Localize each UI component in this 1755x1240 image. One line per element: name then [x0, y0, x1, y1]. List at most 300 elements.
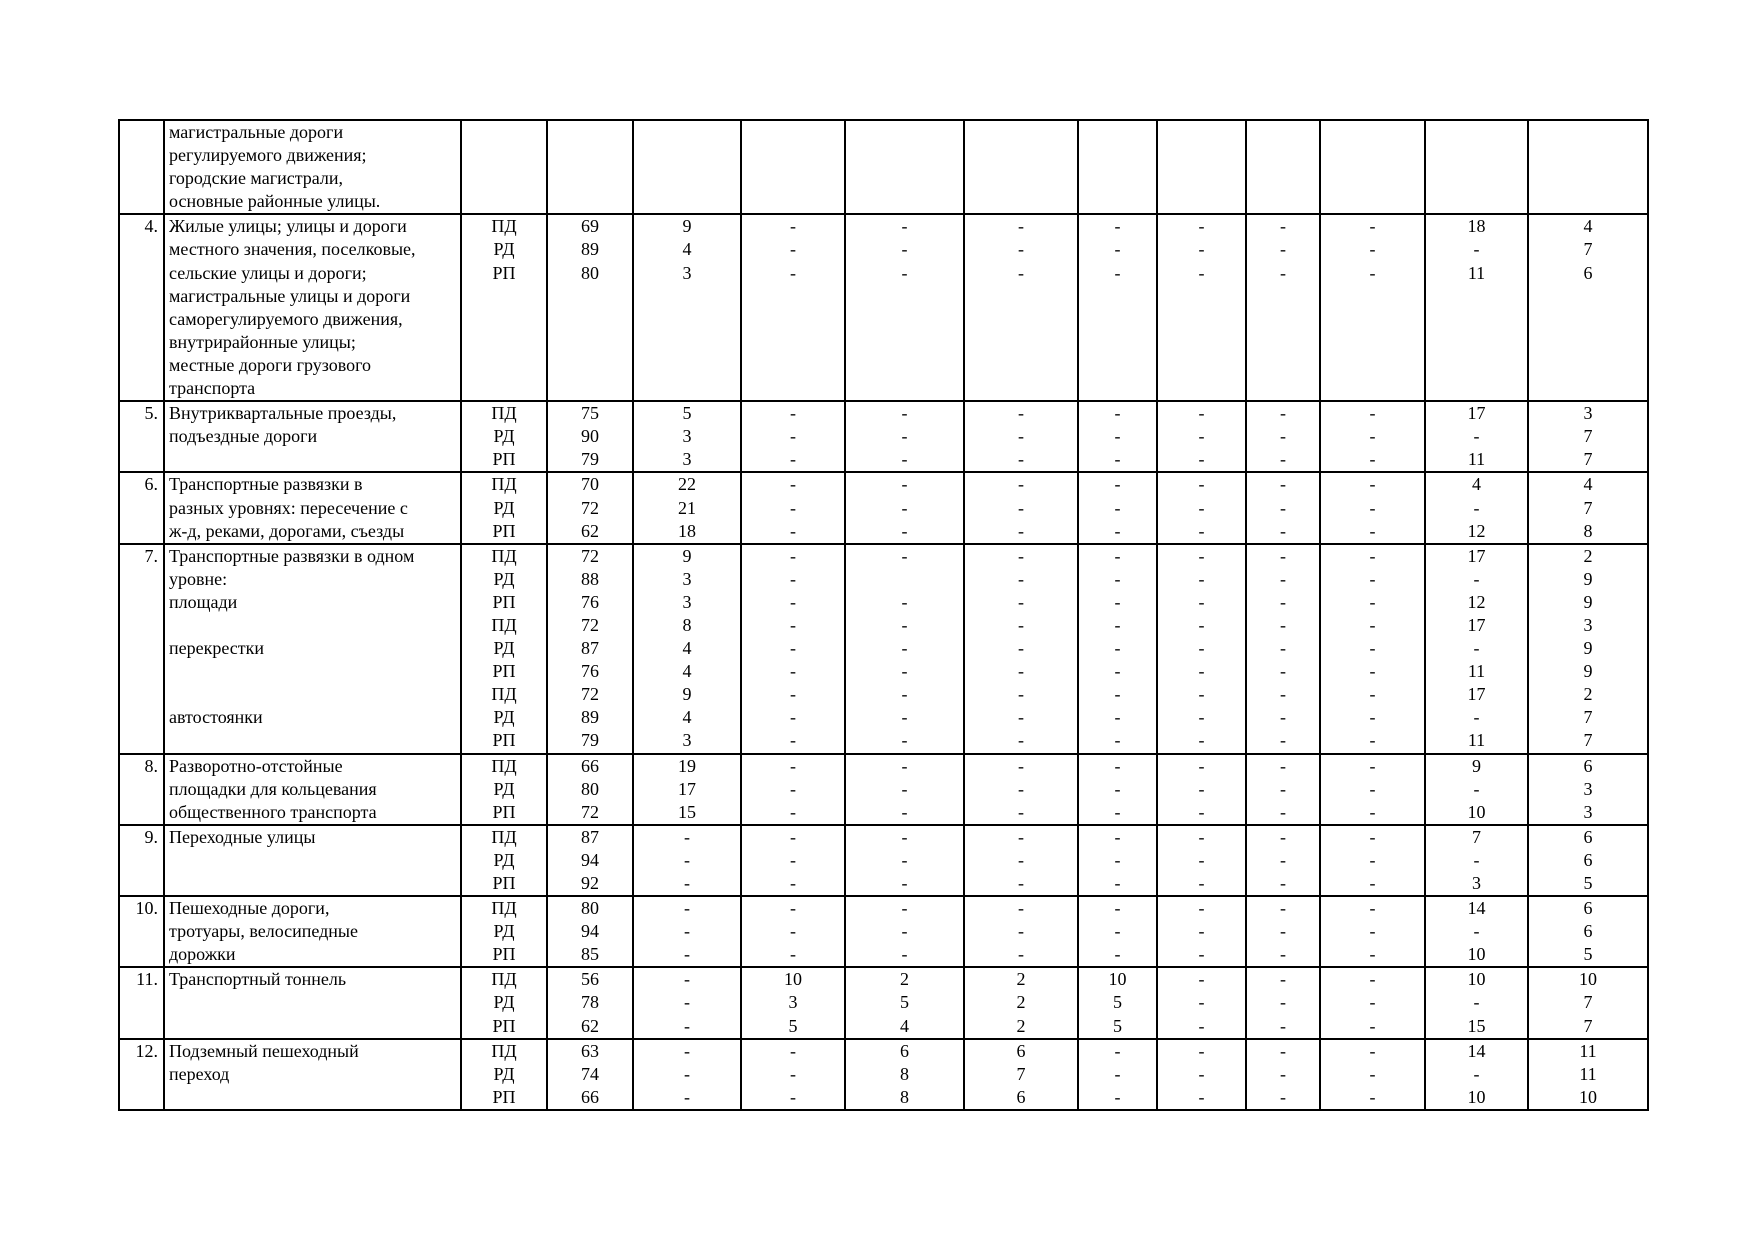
cell-value-5 [964, 967, 1078, 1038]
cell-value: - [901, 755, 908, 776]
cell-value: 15 [1467, 1015, 1486, 1036]
cell-value: - [790, 778, 796, 799]
cell-value: 11 [1467, 262, 1486, 283]
cell-value: - [1473, 239, 1480, 260]
cell-value-7 [1157, 896, 1246, 967]
cell-value: 17 [1467, 614, 1486, 635]
cell-value: РД [493, 638, 515, 659]
cell-value: - [1114, 944, 1121, 965]
name-line: Транспортный тоннель [169, 969, 347, 990]
cell-value: 5 [1583, 873, 1593, 893]
name-line: Пешеходные дороги, [169, 898, 330, 919]
cell-value: - [1114, 921, 1121, 942]
cell-value: 10 [1579, 969, 1597, 990]
cell-value: - [790, 755, 796, 776]
cell-value-10 [1425, 544, 1528, 754]
cell-value-5 [964, 825, 1078, 896]
row-number: 9. [119, 825, 164, 896]
cell-value: - [1018, 568, 1024, 589]
cell-value: - [790, 449, 796, 470]
cell-value: - [1018, 684, 1024, 705]
cell-value-8 [1246, 472, 1320, 543]
name-line: регулируемого движения; [169, 145, 367, 166]
cell-value: - [1280, 474, 1286, 495]
cell-value-1 [547, 754, 633, 825]
cell-value: РД [493, 497, 515, 518]
cell-value: - [790, 591, 796, 612]
cell-value: 90 [581, 426, 599, 447]
cell-value: - [901, 403, 908, 424]
cell-value: 6 [1583, 826, 1593, 847]
cell-value: - [1280, 730, 1286, 751]
cell-value: - [1198, 801, 1205, 822]
cell-value: - [1369, 755, 1376, 776]
cell-value: ПД [491, 403, 517, 424]
cell-value-1 [547, 1039, 633, 1110]
cell-value: - [1280, 969, 1286, 990]
name-line: переход [169, 1063, 230, 1084]
cell-value: 89 [581, 239, 599, 260]
cell-value: - [1280, 520, 1286, 541]
cell-value: 3 [1583, 403, 1593, 424]
cell-value-1 [547, 967, 633, 1038]
cell-value: 7 [1583, 426, 1593, 447]
row-name [164, 214, 461, 401]
name-line [169, 729, 460, 752]
cell-value: - [1369, 239, 1376, 260]
cell-value: 7 [1583, 992, 1593, 1013]
cell-value: 9 [1583, 568, 1593, 589]
cell-value-7 [1157, 401, 1246, 472]
cell-value: - [1198, 403, 1205, 424]
cell-value: 12 [1467, 520, 1486, 541]
cell-value: РП [492, 801, 516, 822]
cell-value: - [1018, 801, 1024, 822]
cell-value: 18 [678, 520, 696, 541]
cell-value: - [1473, 497, 1480, 518]
cell-value-10 [1425, 967, 1528, 1038]
cell-value: 66 [581, 755, 599, 776]
cell-value: - [684, 849, 690, 870]
name-line: Подземный пешеходный [169, 1040, 359, 1061]
cell-value: - [790, 801, 796, 822]
cell-value: 9 [1583, 661, 1593, 682]
row-number: 7. [119, 544, 164, 754]
cell-value-4 [845, 544, 964, 754]
cell-value: - [1369, 661, 1376, 682]
row-name [164, 1039, 461, 1110]
cell-value-4 [845, 472, 964, 543]
cell-value: - [1280, 449, 1286, 470]
data-table [118, 119, 1649, 1111]
cell-value: - [1198, 707, 1205, 728]
cell-value: 4 [682, 638, 692, 659]
cell-value: - [901, 449, 908, 470]
cell-value: РД [493, 426, 515, 447]
cell-value: - [790, 239, 796, 260]
cell-value: - [1280, 873, 1286, 893]
cell-value: ПД [491, 826, 517, 847]
cell-value: - [901, 684, 908, 705]
cell-value-10 [1425, 472, 1528, 543]
cell-value: 17 [1467, 684, 1486, 705]
cell-value: РД [493, 849, 515, 870]
cell-value: РД [493, 568, 515, 589]
cell-value: - [901, 661, 908, 682]
cell-value-11 [1528, 544, 1648, 754]
cell-value: - [1114, 638, 1121, 659]
cell-value: - [1114, 614, 1121, 635]
cell-value: - [1369, 898, 1376, 919]
cell-value: - [1198, 898, 1205, 919]
table-body [119, 120, 1648, 1110]
cell-value: - [790, 614, 796, 635]
cell-value-1 [547, 401, 633, 472]
cell-value: - [1018, 403, 1024, 424]
cell-value: - [1369, 778, 1376, 799]
cell-type [461, 967, 547, 1038]
cell-value: - [1369, 969, 1376, 990]
name-line [169, 614, 460, 637]
cell-value: - [1114, 1040, 1121, 1061]
cell-value: 9 [1472, 755, 1481, 776]
cell-value-11 [1528, 120, 1648, 214]
cell-type [461, 825, 547, 896]
cell-value: 7 [1583, 449, 1593, 470]
cell-value-1 [547, 544, 633, 754]
row-number [119, 120, 164, 214]
cell-value: 14 [1467, 1040, 1486, 1061]
cell-value: - [901, 591, 908, 612]
cell-value: - [790, 921, 796, 942]
cell-value: - [1018, 614, 1024, 635]
cell-value: - [1198, 730, 1205, 751]
cell-value: 3 [682, 449, 692, 470]
cell-value: 11 [1467, 730, 1486, 751]
cell-value: - [1280, 898, 1286, 919]
cell-value-5 [964, 754, 1078, 825]
cell-value: - [1018, 239, 1024, 260]
cell-value: 11 [1579, 1063, 1597, 1084]
cell-value: - [1114, 474, 1121, 495]
cell-type [461, 472, 547, 543]
cell-value: 18 [1467, 216, 1486, 237]
cell-value-11 [1528, 825, 1648, 896]
cell-value: 63 [581, 1040, 599, 1061]
cell-value-3 [741, 401, 845, 472]
cell-value: - [1280, 262, 1286, 283]
cell-value: - [1369, 921, 1376, 942]
cell-value: - [1280, 239, 1286, 260]
cell-value-11 [1528, 1039, 1648, 1110]
cell-value: 76 [581, 661, 599, 682]
cell-value: 2 [1583, 545, 1593, 566]
cell-value: 4 [1583, 216, 1593, 237]
cell-value: ПД [491, 684, 517, 705]
cell-value: - [790, 849, 796, 870]
cell-value: - [1018, 826, 1024, 847]
cell-value: - [1280, 778, 1286, 799]
cell-value: - [1198, 755, 1205, 776]
cell-value: 9 [1583, 591, 1593, 612]
cell-type [461, 544, 547, 754]
cell-value: - [1280, 921, 1286, 942]
cell-value-7 [1157, 754, 1246, 825]
table-row [119, 825, 1648, 896]
cell-value-6 [1078, 401, 1157, 472]
cell-value: РД [493, 1063, 515, 1084]
table-row [119, 1039, 1648, 1110]
cell-value: - [1369, 497, 1376, 518]
cell-value: - [1369, 449, 1376, 470]
cell-value: - [901, 944, 908, 965]
cell-value: - [1369, 992, 1376, 1013]
cell-value-11 [1528, 214, 1648, 401]
cell-type [461, 120, 547, 214]
cell-value: - [1473, 638, 1480, 659]
cell-value-6 [1078, 120, 1157, 214]
name-line: перекрестки [169, 638, 265, 659]
cell-value-10 [1425, 1039, 1528, 1110]
cell-value-5 [964, 472, 1078, 543]
cell-value: - [1280, 638, 1286, 659]
cell-value: 3 [1472, 873, 1481, 893]
cell-value-9 [1320, 214, 1425, 401]
cell-value: - [1280, 849, 1286, 870]
cell-value: 4 [1472, 474, 1481, 495]
cell-value: 5 [682, 403, 692, 424]
cell-value: - [1018, 944, 1024, 965]
cell-value: - [1369, 568, 1376, 589]
cell-value-3 [741, 754, 845, 825]
cell-value: 72 [581, 801, 599, 822]
cell-value: - [1198, 684, 1205, 705]
cell-value: 75 [581, 403, 599, 424]
name-line: городские магистрали, [169, 168, 344, 189]
cell-value: 3 [1583, 778, 1593, 799]
cell-value: - [1198, 262, 1205, 283]
cell-value-6 [1078, 967, 1157, 1038]
cell-value: 8 [682, 614, 692, 635]
cell-value: - [1114, 403, 1121, 424]
cell-value-11 [1528, 896, 1648, 967]
cell-value: - [1369, 826, 1376, 847]
name-line: площадки для кольцевания [169, 778, 377, 799]
name-line: саморегулируемого движения, [169, 308, 403, 329]
cell-value: - [901, 873, 908, 893]
cell-value: - [1114, 216, 1121, 237]
cell-value-2 [633, 472, 741, 543]
cell-value-2 [633, 214, 741, 401]
cell-value: - [1369, 1040, 1376, 1061]
name-line: магистральные дороги [169, 122, 344, 142]
cell-value: - [1114, 497, 1121, 518]
cell-value: 3 [682, 262, 692, 283]
table-row [119, 967, 1648, 1038]
cell-value-10 [1425, 214, 1528, 401]
cell-value: - [1018, 921, 1024, 942]
cell-value-9 [1320, 896, 1425, 967]
cell-value: - [684, 969, 690, 990]
cell-value: 9 [1583, 638, 1593, 659]
cell-value-4 [845, 896, 964, 967]
cell-value-11 [1528, 401, 1648, 472]
cell-value: - [1198, 520, 1205, 541]
cell-value: - [1114, 520, 1121, 541]
cell-value: - [1198, 873, 1205, 893]
cell-value-1 [547, 120, 633, 214]
cell-value: 7 [1583, 707, 1593, 728]
cell-value-7 [1157, 1039, 1246, 1110]
cell-value: РП [492, 262, 516, 283]
cell-value-8 [1246, 544, 1320, 754]
cell-value: - [1198, 1086, 1205, 1107]
cell-value-4 [845, 754, 964, 825]
cell-value: - [1198, 826, 1205, 847]
cell-value: 17 [1467, 403, 1486, 424]
cell-type [461, 214, 547, 401]
cell-value: - [1280, 545, 1286, 566]
cell-value-10 [1425, 896, 1528, 967]
cell-value: - [1473, 992, 1480, 1013]
cell-value: - [684, 1015, 690, 1036]
cell-value: - [1018, 262, 1024, 283]
cell-value: РП [492, 944, 516, 965]
cell-value: 62 [581, 520, 599, 541]
cell-type [461, 1039, 547, 1110]
cell-value: - [1198, 614, 1205, 635]
cell-value: 10 [1467, 944, 1486, 965]
cell-value: 74 [581, 1063, 599, 1084]
cell-value: - [684, 944, 690, 965]
cell-value-2 [633, 825, 741, 896]
cell-value: - [1198, 944, 1205, 965]
cell-type [461, 401, 547, 472]
cell-value-3 [741, 120, 845, 214]
name-line [169, 683, 460, 706]
cell-value: 87 [581, 638, 599, 659]
cell-value: 5 [1583, 944, 1593, 965]
cell-value: - [684, 826, 690, 847]
cell-value: - [1018, 497, 1024, 518]
cell-value: - [1114, 898, 1121, 919]
cell-value: 6 [1583, 921, 1593, 942]
cell-value: - [1280, 1063, 1286, 1084]
cell-value: - [790, 898, 796, 919]
cell-value-8 [1246, 214, 1320, 401]
cell-value: - [1280, 614, 1286, 635]
cell-value-2 [633, 967, 741, 1038]
cell-value: - [901, 801, 908, 822]
cell-value: 9 [682, 216, 692, 237]
name-line: местного значения, поселковые, [169, 239, 416, 260]
cell-value: 56 [581, 969, 599, 990]
cell-value-8 [1246, 1039, 1320, 1110]
cell-value: 2 [1016, 1015, 1026, 1036]
cell-value: - [1114, 262, 1121, 283]
cell-value: 78 [581, 992, 599, 1013]
cell-value: 14 [1467, 898, 1486, 919]
cell-value-4 [845, 120, 964, 214]
name-line: Транспортные развязки в одном [169, 545, 415, 566]
cell-value: - [1114, 778, 1121, 799]
cell-value: - [901, 239, 908, 260]
cell-value: - [1198, 449, 1205, 470]
cell-value: 69 [581, 216, 599, 237]
cell-value: 10 [1579, 1086, 1597, 1107]
cell-value-3 [741, 214, 845, 401]
cell-value: - [1018, 426, 1024, 447]
cell-value: 19 [678, 755, 696, 776]
cell-value: - [1018, 849, 1024, 870]
cell-value-8 [1246, 825, 1320, 896]
cell-value: - [1473, 778, 1480, 799]
cell-value: 80 [581, 898, 599, 919]
table-row [119, 120, 1648, 214]
cell-value: - [901, 730, 908, 751]
cell-value: 3 [682, 426, 692, 447]
cell-value: 17 [1467, 545, 1486, 566]
cell-value: - [1198, 778, 1205, 799]
cell-value: 72 [581, 684, 599, 705]
cell-value-6 [1078, 214, 1157, 401]
cell-value: 6 [1016, 1086, 1026, 1107]
cell-value: - [684, 992, 690, 1013]
cell-value: - [1369, 944, 1376, 965]
cell-value: - [790, 730, 796, 751]
cell-type [461, 754, 547, 825]
name-line: подъездные дороги [169, 426, 318, 447]
table-row [119, 896, 1648, 967]
cell-value: РП [492, 661, 516, 682]
cell-value: 2 [1583, 684, 1593, 705]
cell-value: 70 [581, 474, 599, 495]
cell-value-2 [633, 401, 741, 472]
cell-value: - [1018, 730, 1024, 751]
cell-value: 3 [788, 992, 798, 1013]
cell-value: 7 [1472, 826, 1481, 847]
cell-value: - [790, 474, 796, 495]
cell-value: РП [492, 591, 516, 612]
cell-value: - [790, 262, 796, 283]
name-line: основные районные улицы. [169, 191, 381, 212]
cell-value: 8 [900, 1063, 909, 1084]
cell-value: ПД [491, 614, 517, 635]
cell-value: - [1114, 849, 1121, 870]
cell-value: 79 [581, 730, 599, 751]
cell-value: 3 [682, 730, 692, 751]
cell-value: - [790, 826, 796, 847]
cell-value: - [1018, 520, 1024, 541]
cell-value: 7 [1583, 730, 1593, 751]
cell-value: - [901, 707, 908, 728]
cell-value: 88 [581, 568, 599, 589]
name-line: магистральные улицы и дороги [169, 285, 411, 306]
name-line: Переходные улицы [169, 826, 316, 847]
cell-value: - [1198, 1063, 1205, 1084]
cell-value-6 [1078, 1039, 1157, 1110]
cell-value-5 [964, 214, 1078, 401]
cell-value: - [790, 216, 796, 237]
cell-value: - [1114, 755, 1121, 776]
cell-value: ПД [491, 1040, 517, 1061]
cell-value: - [1198, 661, 1205, 682]
cell-value: - [684, 1086, 690, 1107]
cell-value: - [1280, 1015, 1286, 1036]
cell-value: 94 [581, 921, 599, 942]
cell-value: - [1280, 992, 1286, 1013]
cell-value-8 [1246, 401, 1320, 472]
